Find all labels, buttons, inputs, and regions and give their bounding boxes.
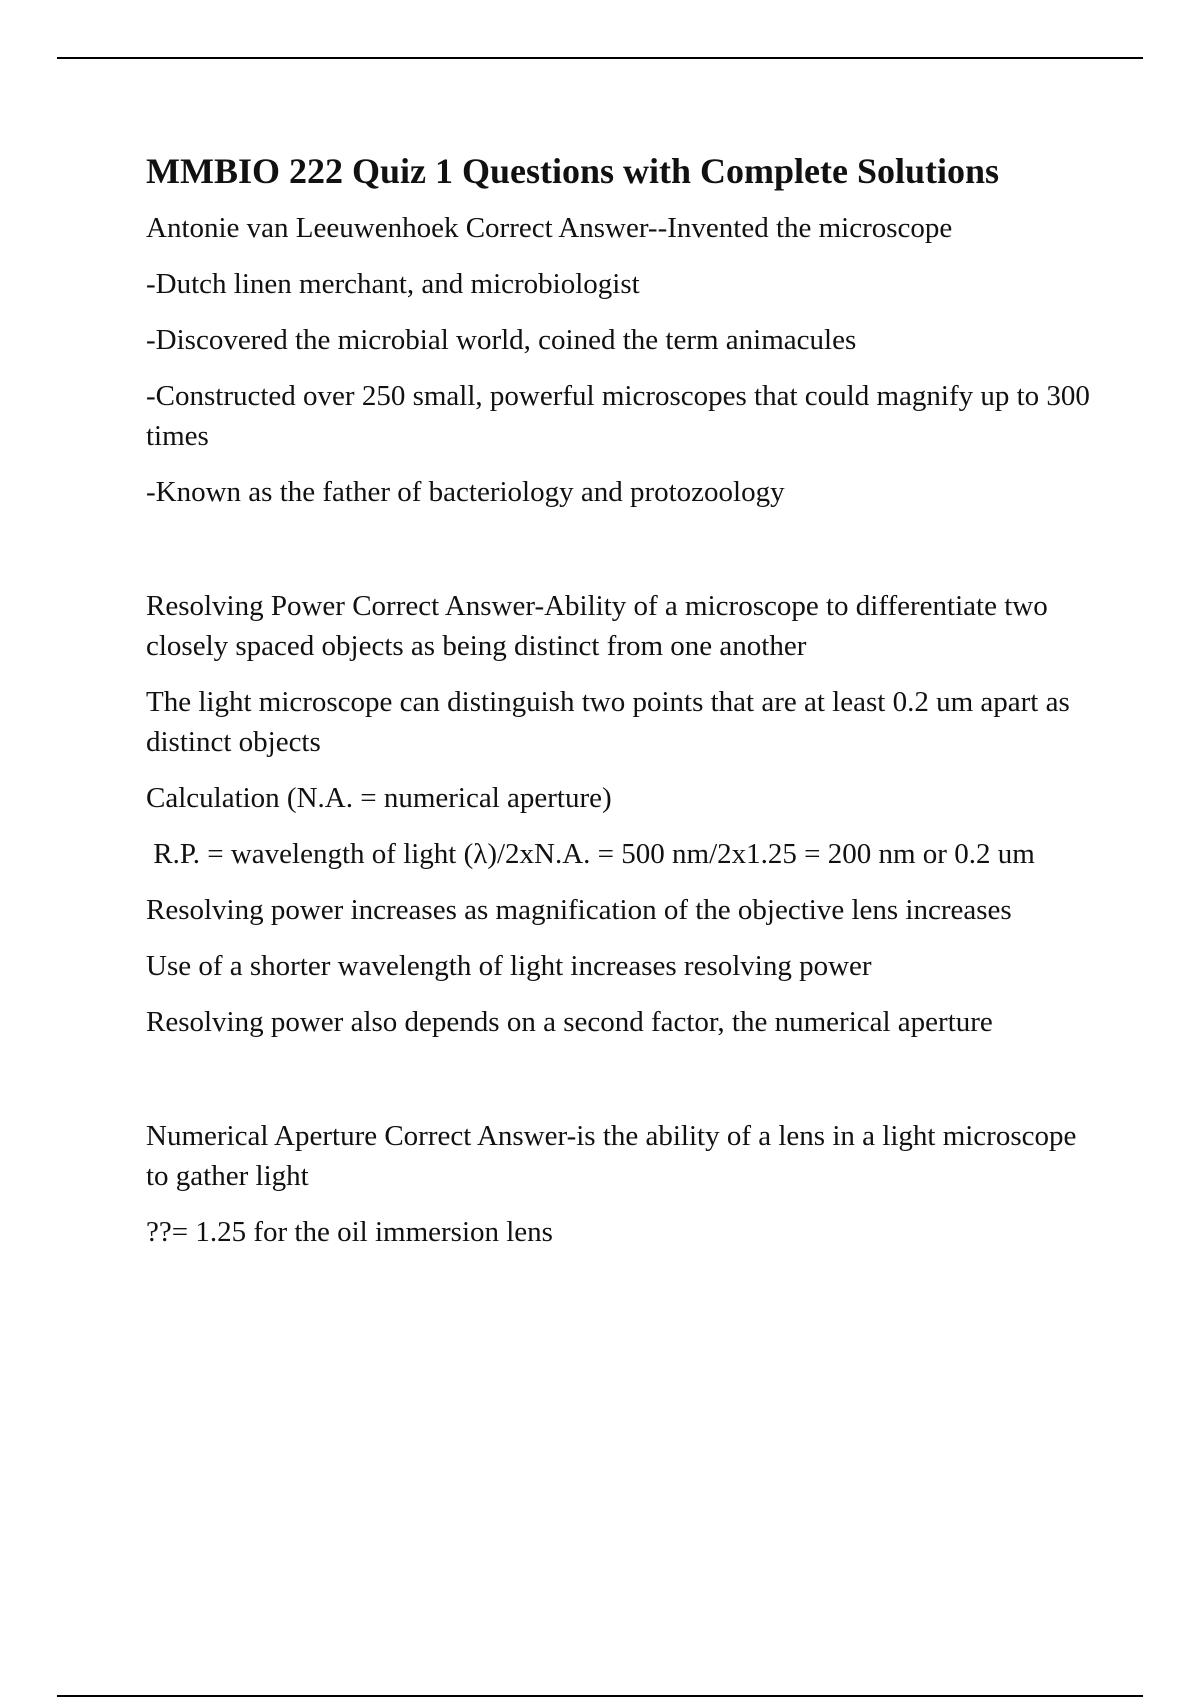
- answer-paragraph: ??= 1.25 for the oil immersion lens: [146, 1216, 553, 1248]
- answer-paragraph: The light microscope can distinguish two points that are at least 0.2 um apart as distinct objects: [146, 686, 1070, 758]
- top-rule: [57, 57, 1143, 59]
- answer-paragraph: Antonie van Leeuwenhoek Correct Answer--Invented the microscope: [146, 212, 953, 244]
- answer-paragraph: -Dutch linen merchant, and microbiologist: [146, 268, 640, 300]
- answer-paragraph: R.P. = wavelength of light (λ)/2xN.A. = 500 nm/2x1.25 = 200 nm or 0.2 um: [146, 838, 1035, 870]
- bottom-rule: [57, 1695, 1143, 1697]
- answer-paragraph: Resolving power increases as magnification of the objective lens increases: [146, 894, 1012, 926]
- answer-paragraph: -Discovered the microbial world, coined the term animacules: [146, 324, 857, 356]
- section-spacer: [146, 528, 1096, 586]
- answer-paragraph: -Constructed over 250 small, powerful microscopes that could magnify up to 300 times: [146, 380, 1090, 452]
- answer-paragraph: Resolving power also depends on a second factor, the numerical aperture: [146, 1006, 993, 1038]
- section-leeuwenhoek: [146, 208, 1096, 512]
- document-title: MMBIO 222 Quiz 1 Questions with Complete Solutions: [146, 151, 1000, 191]
- answer-paragraph: Calculation (N.A. = numerical aperture): [146, 782, 612, 814]
- section-resolving-power: [146, 586, 1096, 1042]
- section-numerical-aperture: [146, 1116, 1096, 1252]
- section-spacer: [146, 1058, 1096, 1116]
- answer-paragraph: -Known as the father of bacteriology and protozoology: [146, 476, 785, 508]
- answer-paragraph: Numerical Aperture Correct Answer-is the ability of a lens in a light microscope to gather light: [146, 1120, 1077, 1192]
- answer-paragraph: Use of a shorter wavelength of light increases resolving power: [146, 950, 872, 982]
- document-body: [146, 146, 1096, 1268]
- answer-paragraph: Resolving Power Correct Answer-Ability of a microscope to differentiate two closely spaced objects as being distinct from one another: [146, 590, 1048, 662]
